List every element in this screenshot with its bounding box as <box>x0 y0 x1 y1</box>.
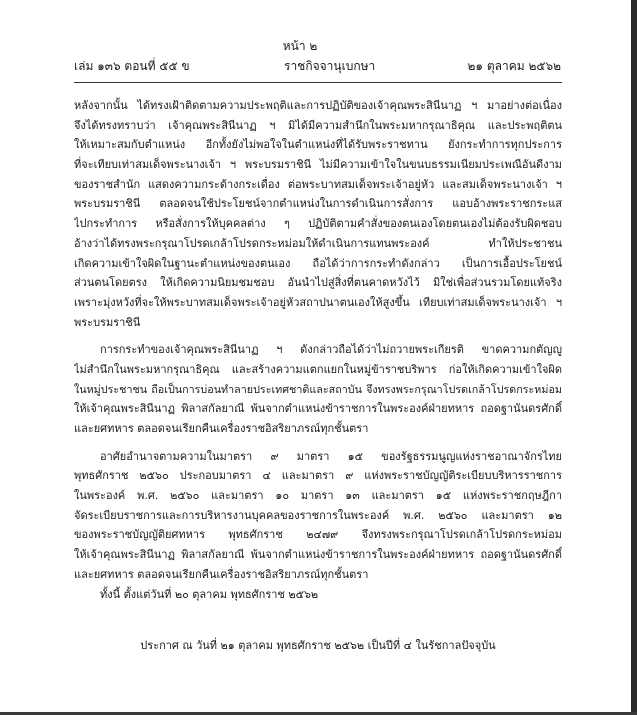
paragraph-3-line: ของพระราชบัญญัติยศทหาร พุทธศักราช ๒๔๗๙ จึงทรงพระกรุณาโปรดเกล้าโปรดกระหม่อม <box>74 528 562 542</box>
paragraph-1-line: หลังจากนั้น ได้ทรงเฝ้าติดตามความประพฤติและการปฏิบัติของเจ้าคุณพระสินีนาฏ ฯ มาอย่างต่อเนื่อง <box>74 99 562 112</box>
paragraph-1-line: เกิดความเข้าใจผิดในฐานะตำแหน่งของตนเอง ถือได้ว่าการกระทำดังกล่าว เป็นการเอื้อประโยชน์ <box>74 256 562 270</box>
paragraph-2-line: ในหมู่ประชาชน ถือเป็นการบ่อนทำลายประเทศชาติและสถาบัน จึงทรงพระกรุณาโปรดเกล้าโปรดกระหม่อม <box>74 382 562 396</box>
paragraph-1-line: ที่จะเทียบเท่าสมเด็จพระนางเจ้า ฯ พระบรมราชินี ไม่มีความเข้าใจในขนบธรรมเนียมประเพณีอันดีงาม <box>74 158 562 172</box>
paragraph-4-line: ทั้งนี้ ตั้งแต่วันที่ ๒๐ ตุลาคม พุทธศักราช ๒๕๖๒ <box>100 587 319 601</box>
scan-edge-right <box>631 0 637 715</box>
paragraph-1-line: ไปกระทำการ หรือสั่งการให้บุคคลต่าง ๆ ปฏิบัติตามคำสั่งของตนเองโดยตนเองไม่ต้องรับผิดชอบ <box>74 217 562 231</box>
paragraph-3-line: จัดระเบียบราชการและการบริหารงานบุคคลของราชการในพระองค์ พ.ศ. ๒๕๖๐ และมาตรา ๑๒ <box>74 508 562 522</box>
gazette-date: ๒๑ ตุลาคม ๒๕๖๒ <box>467 59 561 73</box>
paragraph-3-line: ให้เจ้าคุณพระสินีนาฏ พิลาสกัลยาณี พ้นจากตำแหน่งข้าราชการในพระองค์ฝ่ายทหาร ถอดฐานันดรศักดิ์ <box>74 548 562 562</box>
volume-issue: เล่ม ๑๓๖ ตอนที่ ๕๕ ข <box>74 59 190 73</box>
paragraph-2-line: และยศทหาร ตลอดจนเรียกคืนเครื่องราชอิสริยาภรณ์ทุกชั้นตรา <box>74 422 369 435</box>
paragraph-gap <box>74 332 562 340</box>
paragraph-1-line: อ้างว่าได้ทรงพระกรุณาโปรดเกล้าโปรดกระหม่อมให้ดำเนินการแทนพระองค์ ทำให้ประชาชน <box>74 236 562 250</box>
proclamation-line: ประกาศ ณ วันที่ ๒๑ ตุลาคม พุทธศักราช ๒๕๖๒ เป็นปีที่ ๔ ในรัชกาลปัจจุบัน <box>140 639 496 652</box>
header-divider <box>74 82 562 83</box>
paragraph-3-line: อาศัยอำนาจตามความในมาตรา ๙ มาตรา ๑๕ ของรัฐธรรมนูญแห่งราชอาณาจักรไทย <box>100 449 562 463</box>
paragraph-2-line: ไม่สำนึกในพระมหากรุณาธิคุณ และสร้างความแตกแยกในหมู่ข้าราชบริพาร ก่อให้เกิดความเข้าใจผิด <box>74 362 562 376</box>
paragraph-3-line: พุทธศักราช ๒๕๖๐ ประกอบมาตรา ๔ และมาตรา ๙ แห่งพระราชบัญญัติระเบียบบริหารราชการ <box>74 469 562 483</box>
gazette-name: ราชกิจจานุเบกษา <box>284 59 376 73</box>
paragraph-1-line: พระบรมราชินี <box>74 315 141 329</box>
paragraph-1-line: ส่วนตนโดยตรง ให้เกิดความนิยมชมชอบ อันนำไปสู่สิ่งที่ตนคาดหวังไว้ มิใช่เพื่อส่วนรวมโดยแท้จริง <box>74 276 562 290</box>
gazette-header <box>74 57 561 77</box>
paragraph-1-line: จึงได้ทรงทราบว่า เจ้าคุณพระสินีนาฏ ฯ มิได้มีความสำนึกในพระมหากรุณาธิคุณ และประพฤติตน <box>74 118 562 132</box>
paragraph-gap <box>74 439 562 447</box>
paragraph-3-line: และยศทหาร ตลอดจนเรียกคืนเครื่องราชอิสริยาภรณ์ทุกชั้นตรา <box>74 567 369 581</box>
announcement-body <box>74 96 562 604</box>
page-number: หน้า ๒ <box>282 39 318 53</box>
paragraph-2-line: การกระทำของเจ้าคุณพระสินีนาฏ ฯ ดังกล่าวถือได้ว่าไม่ถวายพระเกียรติ ขาดความกตัญญู <box>100 343 562 357</box>
paragraph-3-line: ในพระองค์ พ.ศ. ๒๕๖๐ และมาตรา ๑๐ มาตรา ๑๓ และมาตรา ๑๕ แห่งพระราชกฤษฎีกา <box>74 489 562 503</box>
paragraph-2-line: ให้เจ้าคุณพระสินีนาฏ พิลาสกัลยาณี พ้นจากตำแหน่งข้าราชการในพระองค์ฝ่ายทหาร ถอดฐานันดรศักดิ์ <box>74 402 562 416</box>
paragraph-1-line: ให้เหมาะสมกับตำแหน่ง อีกทั้งยังไม่พอใจในตำแหน่งที่ได้รับพระราชทาน ยังกระทำการทุกประการ <box>74 138 562 152</box>
paragraph-1-line: ของราชสำนัก แสดงความกระด้างกระเดื่อง ต่อพระบาทสมเด็จพระเจ้าอยู่หัว และสมเด็จพระนางเจ้า ฯ <box>74 177 562 191</box>
paragraph-1-line: เพราะมุ่งหวังที่จะให้พระบาทสมเด็จพระเจ้าอยู่หัวสถาปนาตนเองให้สูงขึ้น เทียบเท่าสมเด็จพระนางเจ้า ฯ <box>74 295 562 309</box>
paragraph-1-line: พระบรมราชินี ตลอดจนใช้ประโยชน์จากตำแหน่งในการดำเนินการสั่งการ แอบอ้างพระราชกระแส <box>74 197 562 211</box>
